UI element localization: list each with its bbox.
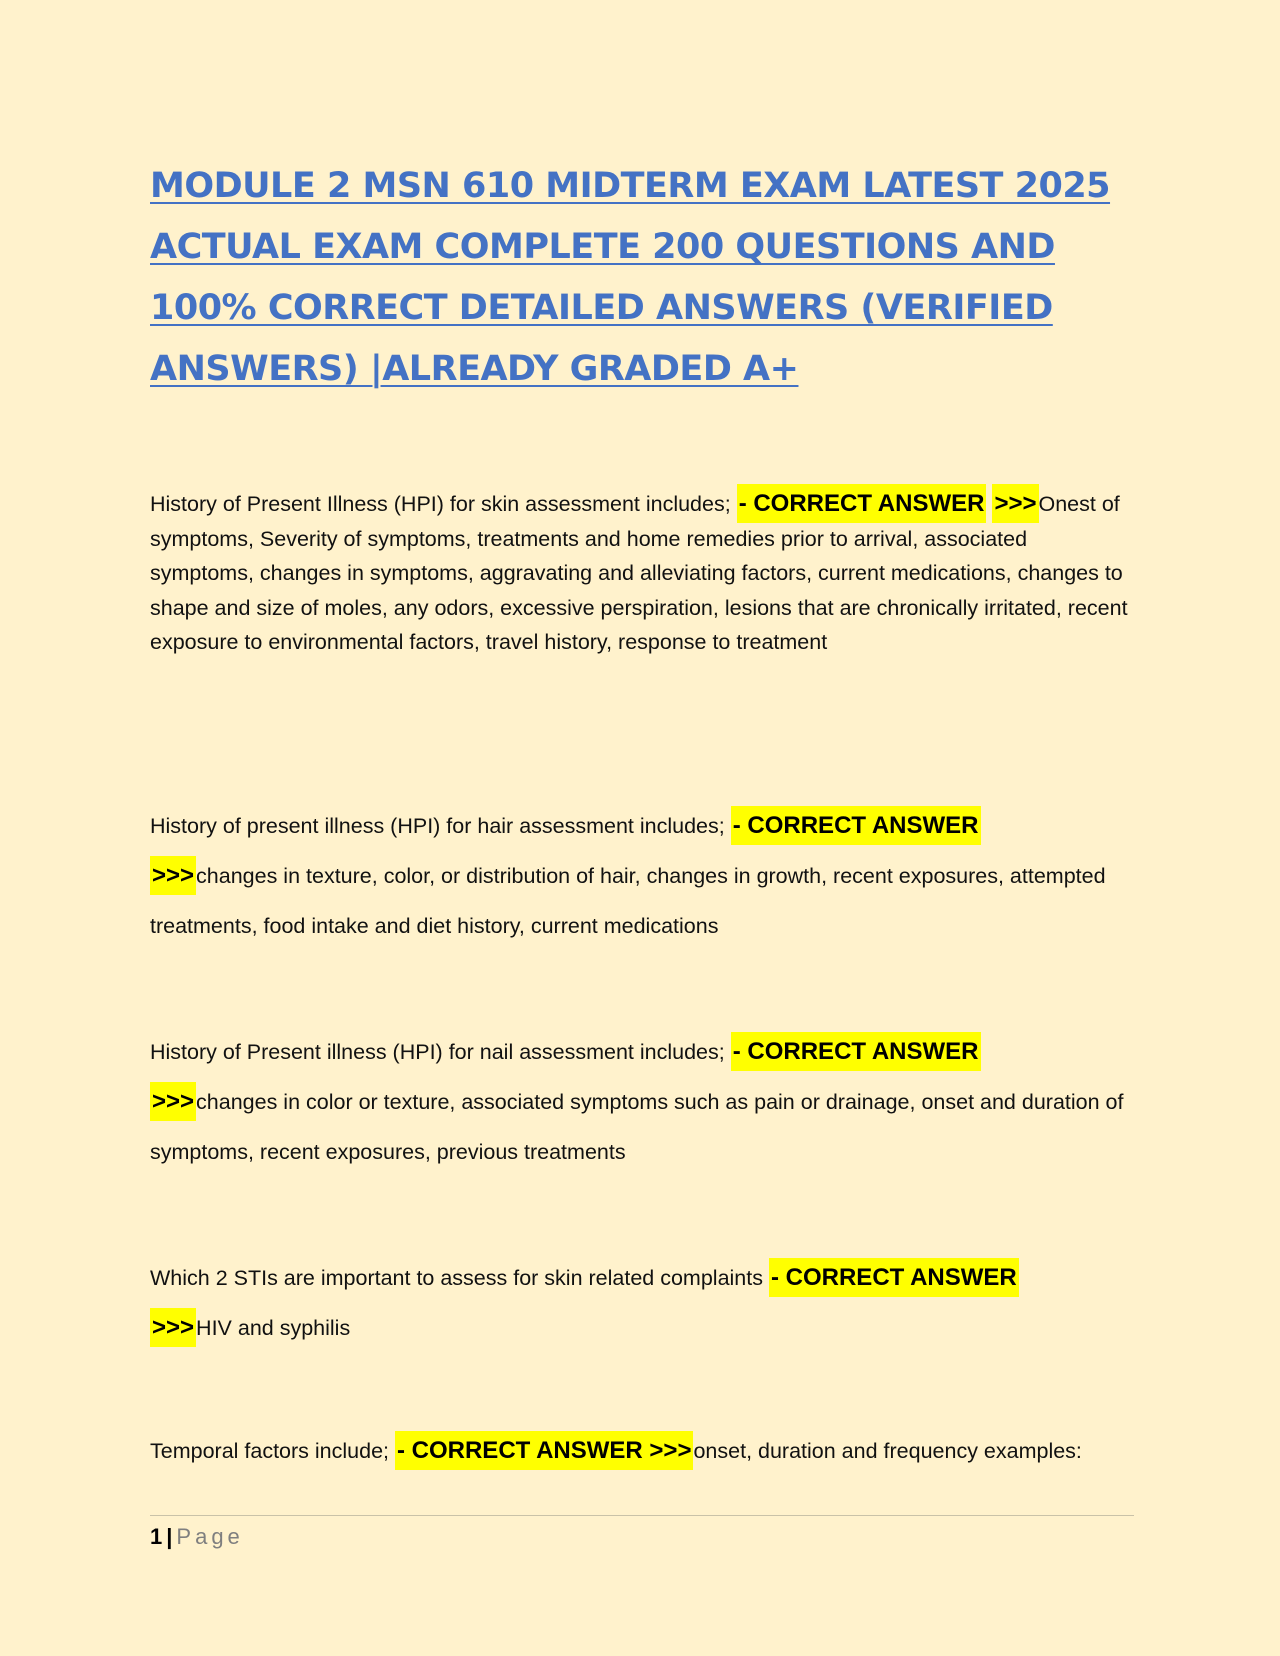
- answer-arrows: >>>: [150, 856, 196, 895]
- page-label: Page: [176, 1524, 244, 1549]
- qa-item-temporal-factors: [150, 1434, 1130, 1469]
- answer-arrows: >>>: [992, 484, 1038, 523]
- answer-text: HIV and syphilis: [196, 1316, 351, 1340]
- answer-text: onset, duration and frequency examples:: [693, 1439, 1082, 1463]
- correct-answer-marker: - CORRECT ANSWER: [731, 806, 981, 845]
- answer-text: Onest of symptoms, Severity of symptoms, treatments and home remedies prior to arrival, associated symptoms, changes in symptoms, aggravating and alleviating factors, current medications, changes to shape and size of moles, any odors, excessive perspiration, lesions that are chronically irritated, recent exposure to environmental factors, travel history, response to treatment: [150, 492, 1128, 654]
- answer-text: changes in texture, color, or distribution of hair, changes in growth, recent exposures, attempted treatments, food intake and diet history, current medications: [150, 864, 1106, 938]
- correct-answer-marker: - CORRECT ANSWER >>>: [395, 1431, 693, 1470]
- answer-arrows: >>>: [150, 1082, 196, 1121]
- question-text: History of Present Illness (HPI) for skin assessment includes;: [150, 492, 731, 516]
- document-title: MODULE 2 MSN 610 MIDTERM EXAM LATEST 2025 ACTUAL EXAM COMPLETE 200 QUESTIONS AND 100% CORRECT DETAILED ANSWERS (VERIFIED ANSWERS) |ALREADY GRADED A+: [150, 166, 1111, 389]
- qa-item-skin-hpi: [150, 487, 1130, 660]
- qa-item-sti: [150, 1253, 1130, 1353]
- question-text: Temporal factors include;: [150, 1439, 389, 1463]
- qa-item-nail-hpi: [150, 1027, 1130, 1177]
- answer-arrows: >>>: [150, 1308, 196, 1347]
- correct-answer-marker: - CORRECT ANSWER: [769, 1258, 1019, 1297]
- page-footer: [150, 1515, 1134, 1552]
- question-text: History of Present illness (HPI) for nail assessment includes;: [150, 1040, 725, 1064]
- correct-answer-marker: - CORRECT ANSWER: [737, 484, 987, 523]
- qa-item-hair-hpi: [150, 801, 1130, 951]
- footer-separator: |: [166, 1524, 173, 1549]
- correct-answer-marker: - CORRECT ANSWER: [731, 1032, 981, 1071]
- page-number: 1: [150, 1524, 163, 1549]
- question-text: History of present illness (HPI) for hair assessment includes;: [150, 814, 725, 838]
- answer-text: changes in color or texture, associated symptoms such as pain or drainage, onset and duration of symptoms, recent exposures, previous treatments: [150, 1090, 1124, 1164]
- question-text: Which 2 STIs are important to assess for skin related complaints: [150, 1266, 763, 1290]
